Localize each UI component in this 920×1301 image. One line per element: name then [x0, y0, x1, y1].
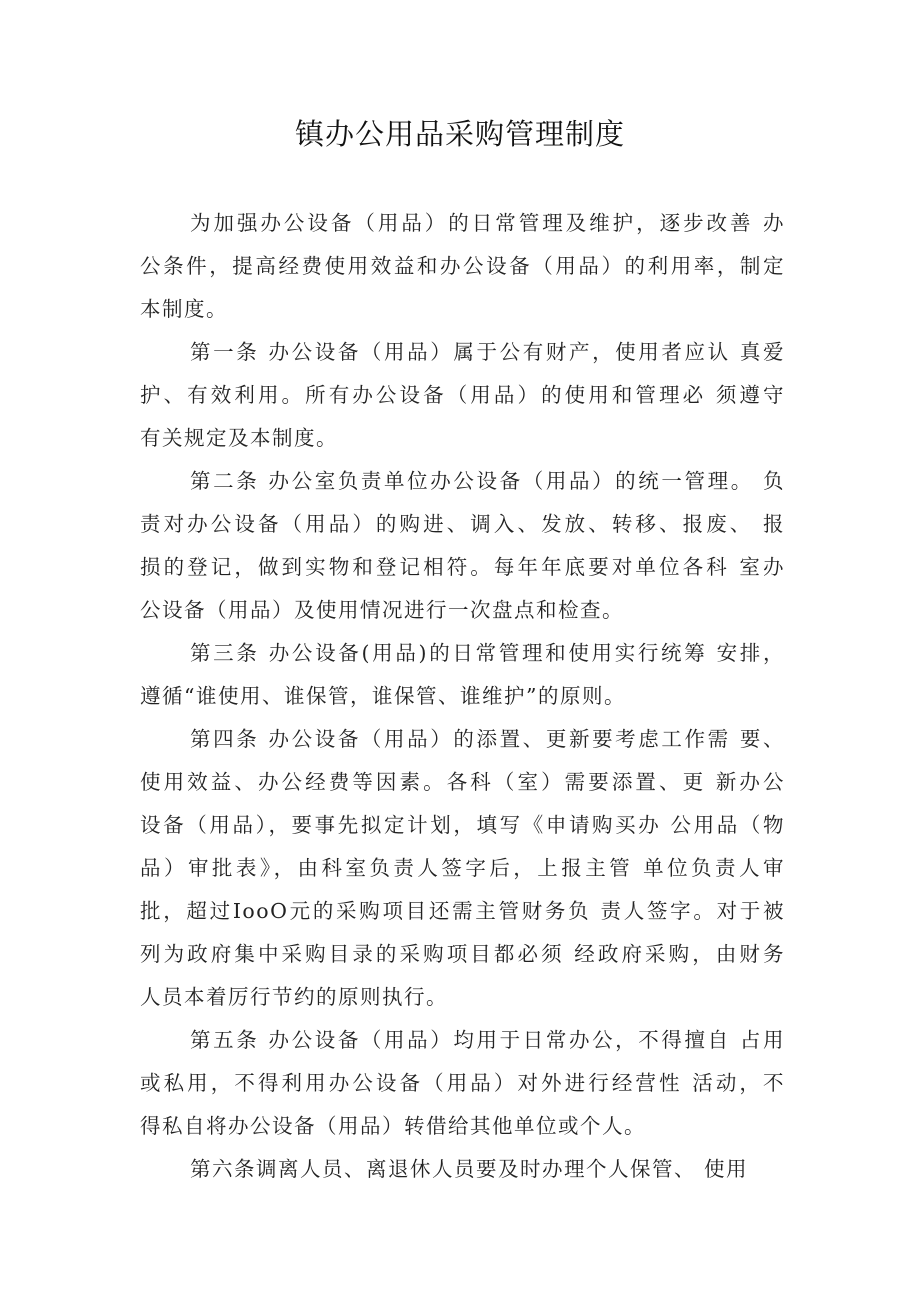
paragraph — [140, 331, 785, 460]
paragraph-line: 第五条 办公设备（用品）均用于日常办公，不得擅自 占用 — [190, 1028, 785, 1052]
paragraph — [140, 632, 785, 718]
paragraph-line: 护、有效利用。所有办公设备（用品）的使用和管理必 须遵守 — [140, 383, 785, 407]
paragraph-line: 设备（用品），要事先拟定计划，填写《申请购买办 公用品（物 — [140, 813, 785, 837]
document-title: 镇办公用品采购管理制度 — [294, 117, 625, 151]
paragraph-line: 有关规定及本制度。 — [140, 426, 338, 450]
paragraph-line: 第四条 办公设备（用品）的添置、更新要考虑工作需 要、 — [190, 727, 785, 751]
paragraph-line: 第六条调离人员、离退休人员要及时办理个人保管、 使用 — [190, 1157, 749, 1181]
paragraph — [140, 718, 785, 1019]
paragraph-line: 列为政府集中采购目录的采购项目都必须 经政府采购，由财务 — [140, 942, 785, 966]
paragraph-line: 公设备（用品）及使用情况进行一次盘点和检查。 — [140, 598, 624, 622]
paragraph-line: 批，超过IooO元的采购项目还需主管财务负 责人签字。对于被 — [140, 899, 785, 923]
paragraph — [140, 1019, 785, 1148]
paragraph-line: 或私用，不得利用办公设备（用品）对外进行经营性 活动，不 — [140, 1071, 785, 1095]
paragraph-line: 第三条 办公设备(用品)的日常管理和使用实行统筹 安排， — [190, 641, 785, 665]
document-body — [140, 202, 785, 1191]
paragraph — [140, 202, 785, 331]
paragraph-line: 第一条 办公设备（用品）属于公有财产，使用者应认 真爱 — [190, 340, 785, 364]
paragraph-line: 遵循“谁使用、谁保管，谁保管、谁维护”的原则。 — [140, 684, 626, 708]
paragraph-line: 责对办公设备（用品）的购进、调入、发放、转移、报废、 报 — [140, 512, 785, 536]
paragraph-line: 为加强办公设备（用品）的日常管理及维护，逐步改善 办 — [190, 211, 785, 235]
paragraph — [140, 460, 785, 632]
paragraph-line: 公条件，提高经费使用效益和办公设备（用品）的利用率，制定 — [140, 254, 785, 278]
paragraph-line: 使用效益、办公经费等因素。各科（室）需要添置、更 新办公 — [140, 770, 785, 794]
paragraph-line: 人员本着厉行节约的原则执行。 — [140, 985, 448, 1009]
paragraph-line: 得私自将办公设备（用品）转借给其他单位或个人。 — [140, 1114, 646, 1138]
paragraph-line: 损的登记，做到实物和登记相符。每年年底要对单位各科 室办 — [140, 555, 785, 579]
paragraph-line: 第二条 办公室负责单位办公设备（用品）的统一管理。 负 — [190, 469, 785, 493]
paragraph — [140, 1148, 785, 1191]
paragraph-line: 本制度。 — [140, 297, 228, 321]
paragraph-line: 品）审批表》，由科室负责人签字后，上报主管 单位负责人审 — [140, 856, 785, 880]
